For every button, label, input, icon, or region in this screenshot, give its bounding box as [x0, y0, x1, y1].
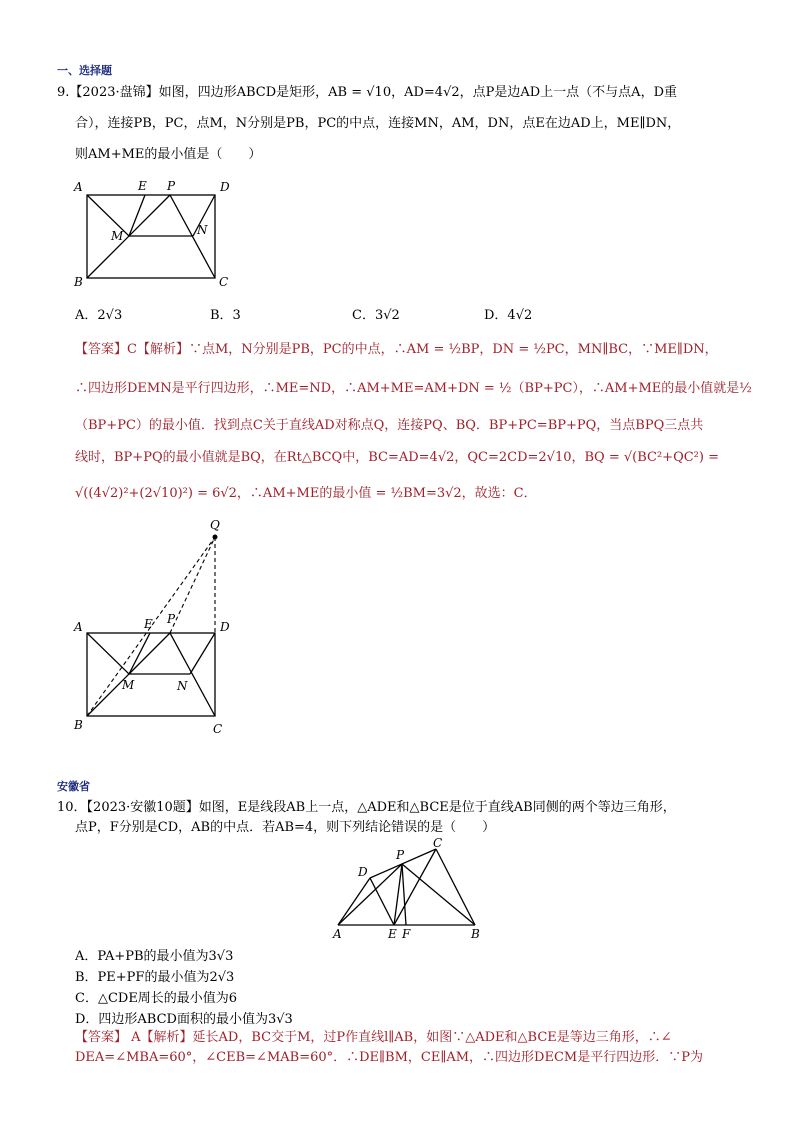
fig1-label-a: A: [74, 180, 83, 194]
fig3-label-b: B: [471, 927, 480, 941]
fig2-label-e: E: [144, 617, 153, 631]
section-heading-choice: 一、选择题: [57, 64, 112, 77]
q9-answer-line4: 线时，BP+PQ的最小值就是BQ，在Rt△BCQ中，BC=AD=4√2，QC=2CD=2√10，BQ = √(BC²+QC²) =: [75, 450, 719, 465]
q9-answer-line5: √((4√2)²+(2√10)²) = 6√2，∴AM+ME的最小值 = ½BM=3√2，故选：C．: [75, 486, 537, 501]
q10-figure-triangles: [330, 836, 490, 944]
q10-option-a: A．PA+PB的最小值为3√3: [75, 949, 234, 964]
q9-option-d: D．4√2: [484, 308, 533, 323]
fig2-label-q: Q: [210, 518, 220, 532]
fig1-label-m: M: [111, 229, 124, 243]
fig1-label-c: C: [219, 275, 229, 289]
fig2-label-p: P: [167, 612, 176, 626]
fig3-label-p: P: [396, 848, 405, 862]
fig3-label-e: E: [388, 927, 397, 941]
fig3-label-d: D: [358, 865, 368, 879]
q9-option-a: A．2√3: [75, 308, 123, 323]
fig2-label-m: M: [122, 678, 135, 692]
fig1-label-e: E: [138, 179, 147, 193]
fig3-label-c: C: [433, 836, 443, 850]
q10-stem-line2: 点P，F分别是CD，AB的中点．若AB=4，则下列结论错误的是（ ）: [75, 820, 496, 835]
fig3-label-f: F: [402, 927, 411, 941]
q10-option-d: D．四边形ABCD面积的最小值为3√3: [75, 1012, 293, 1027]
fig2-label-a: A: [74, 620, 83, 634]
q10-option-b: B．PE+PF的最小值为2√3: [75, 970, 235, 985]
fig2-label-b: B: [74, 718, 83, 732]
q9-option-b: B．3: [210, 308, 241, 323]
fig3-label-a: A: [333, 927, 342, 941]
q9-stem-line3: 则AM+ME的最小值是（ ）: [75, 147, 262, 162]
fig2-label-c: C: [213, 722, 223, 736]
q9-figure-rectangle: [70, 175, 240, 290]
q9-option-c: C．3√2: [352, 308, 400, 323]
fig1-label-d: D: [220, 180, 230, 194]
q9-stem-line2: 合），连接PB，PC，点M，N分别是PB，PC的中点，连接MN，AM，DN，点E在边AD上，ME∥DN，: [75, 116, 681, 131]
q9-stem-line1: 9.【2023·盘锦】如图，四边形ABCD是矩形，AB = √10，AD=4√2，点P是边AD上一点（不与点A，D重: [57, 85, 677, 100]
q10-option-c: C．△CDE周长的最小值为6: [75, 991, 238, 1006]
q10-answer-line1: 【答案】 A【解析】延长AD，BC交于M，过P作直线l∥AB，如图∵△ADE和△BCE是等边三角形，∴∠: [75, 1030, 672, 1045]
fig1-label-b: B: [74, 275, 83, 289]
fig1-label-p: P: [167, 179, 176, 193]
section-heading-anhui: 安徽省: [57, 780, 90, 793]
fig1-label-n: N: [197, 223, 208, 237]
fig2-label-n: N: [177, 679, 188, 693]
q10-answer-line2: DEA=∠MBA=60°，∠CEB=∠MAB=60°．∴DE∥BM，CE∥AM，∴四边形DECM是平行四边形．∵P为: [75, 1050, 703, 1065]
q9-answer-line1: 【答案】C【解析】∵点M，N分别是PB，PC的中点，∴AM = ½BP，DN = ½PC，MN∥BC，∵ME∥DN，: [75, 342, 718, 357]
q9-figure-reflection: [70, 515, 250, 745]
q10-stem-line1: 10．【2023·安徽10题】如图，E是线段AB上一点，△ADE和△BCE是位于直线AB同侧的两个等边三角形，: [57, 800, 676, 815]
q9-answer-line2: ∴四边形DEMN是平行四边形，∴ME=ND，∴AM+ME=AM+DN = ½（BP+PC），∴AM+ME的最小值就是½: [75, 381, 752, 396]
q9-answer-line3: （BP+PC）的最小值．找到点C关于直线AD对称点Q，连接PQ、BQ．BP+PC=BP+PQ，当点BPQ三点共: [75, 418, 704, 433]
fig2-label-d: D: [220, 620, 230, 634]
